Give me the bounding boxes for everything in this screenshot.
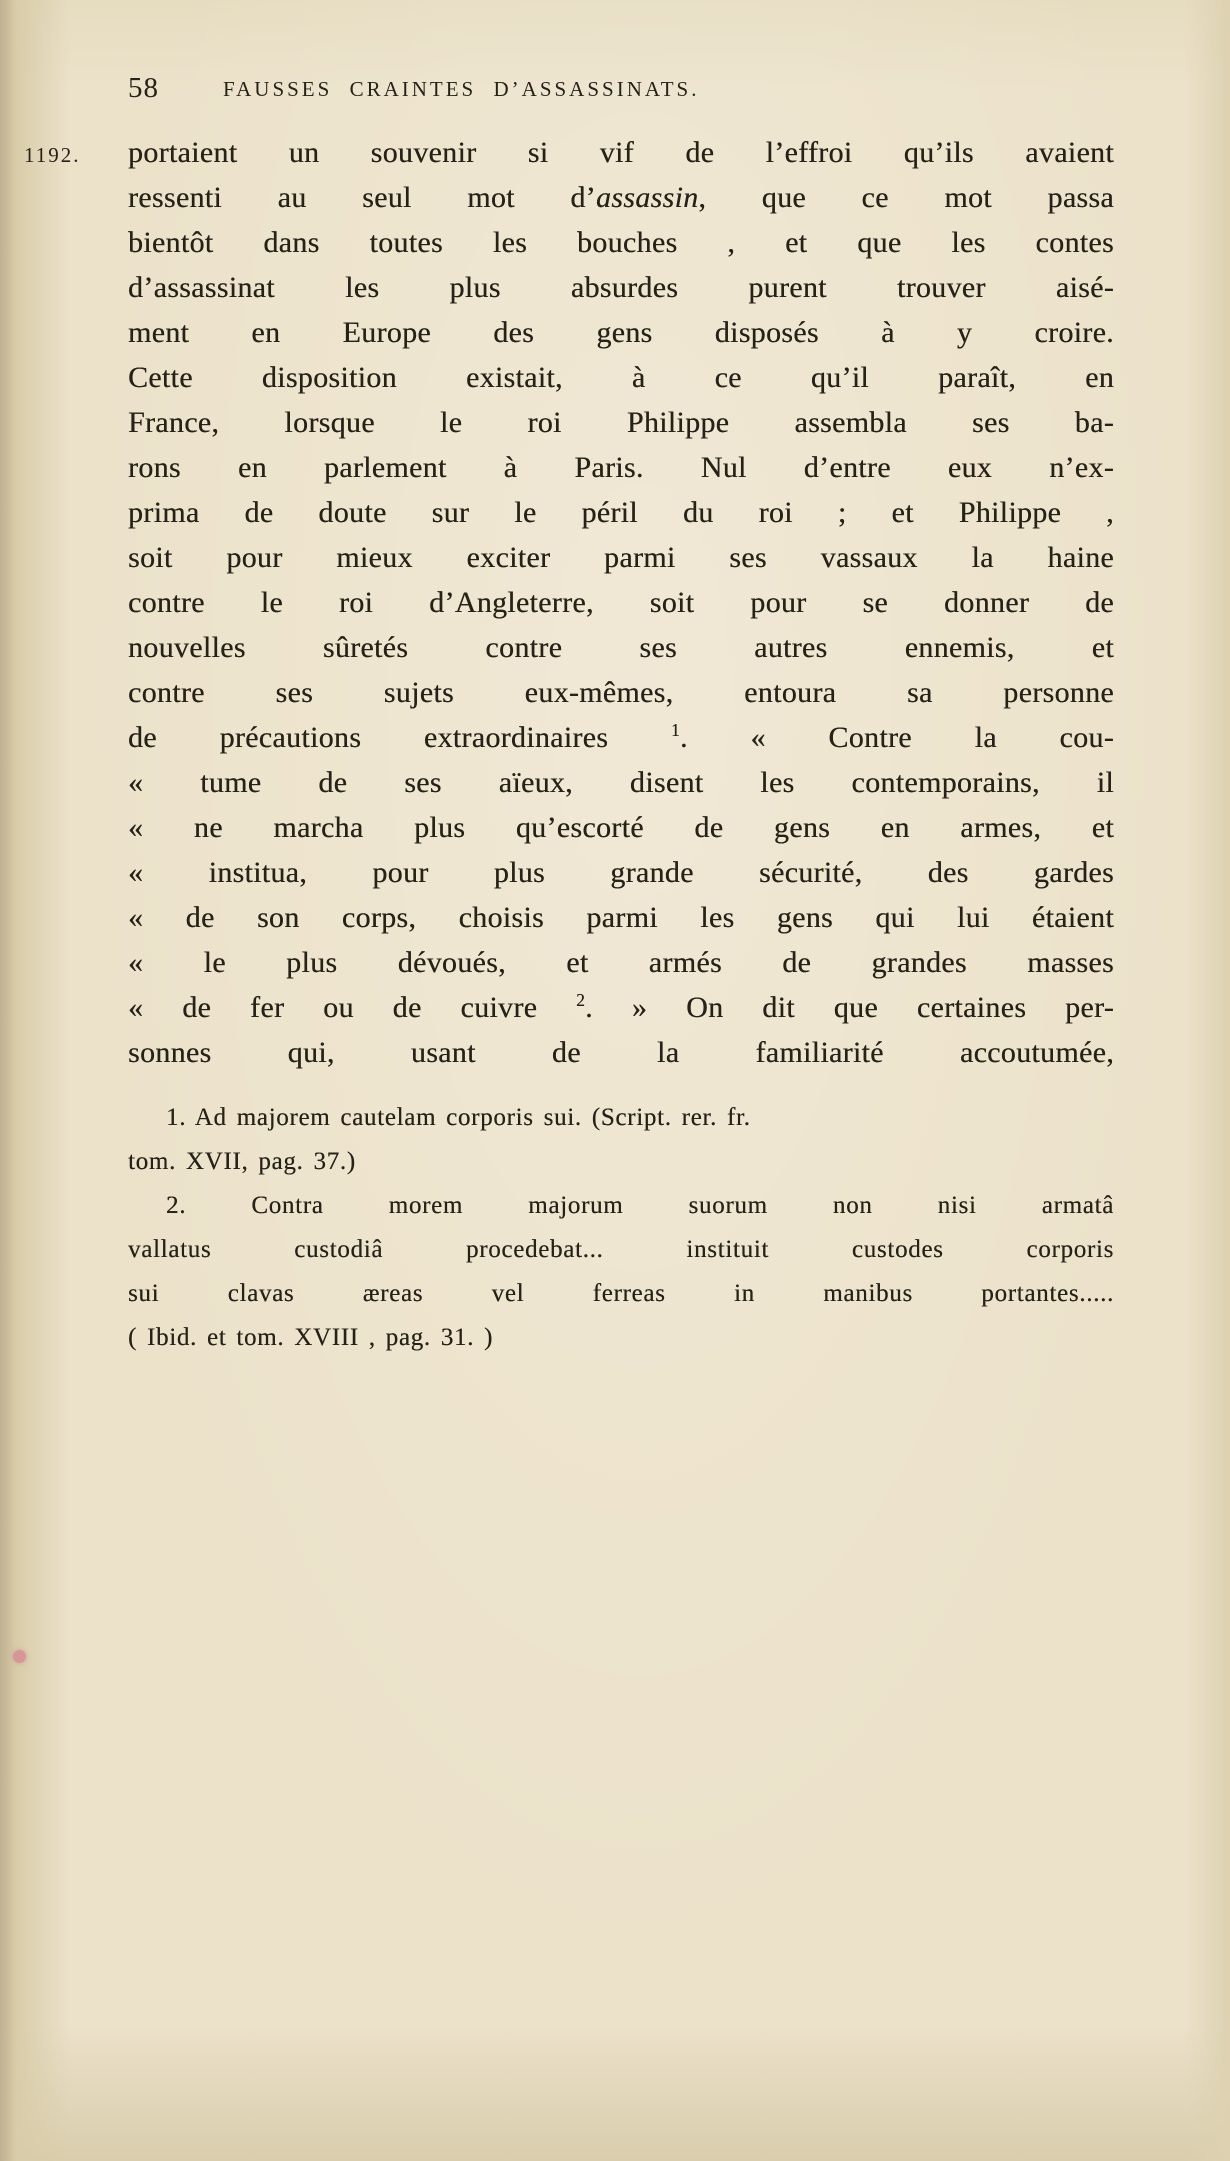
text-segment: « tume de ses aïeux, disent les contemporains, il xyxy=(128,766,1114,799)
text-segment: France, lorsque le roi Philippe assembla ses ba- xyxy=(128,406,1114,439)
running-title: FAUSSES CRAINTES D’ASSASSINATS. xyxy=(223,77,700,101)
text-line xyxy=(128,355,1114,400)
text-line xyxy=(128,985,1114,1030)
text-segment: nouvelles sûretés contre ses autres ennemis, et xyxy=(128,631,1114,664)
text-segment: sonnes qui, usant de la familiarité accoutumée, xyxy=(128,1036,1114,1069)
text-segment: , que ce mot passa xyxy=(698,181,1114,214)
text-segment: rons en parlement à Paris. Nul d’entre eux n’ex- xyxy=(128,451,1114,484)
text-line xyxy=(128,400,1114,445)
text-segment: 2. Contra morem majorum suorum non nisi armatâ xyxy=(166,1192,1114,1219)
margin-year: 1192. xyxy=(24,143,81,167)
text-segment: prima de doute sur le péril du roi ; et Philippe , xyxy=(128,496,1114,529)
text-line xyxy=(128,625,1114,670)
text-segment: contre ses sujets eux-mêmes, entoura sa personne xyxy=(128,676,1114,709)
page-number: 58 xyxy=(128,72,159,104)
text-line xyxy=(128,1140,1114,1184)
text-segment: « institua, pour plus grande sécurité, des gardes xyxy=(128,856,1114,889)
text-segment: contre le roi d’Angleterre, soit pour se donner de xyxy=(128,586,1114,619)
text-line xyxy=(128,1096,1114,1140)
text-segment: . » On dit que certaines per- xyxy=(585,991,1114,1024)
text-line xyxy=(128,265,1114,310)
text-line xyxy=(128,310,1114,355)
text-line xyxy=(128,580,1114,625)
text-segment: « de son corps, choisis parmi les gens qui lui étaient xyxy=(128,901,1114,934)
text-segment: ressenti au seul mot d’ xyxy=(128,181,596,214)
text-segment: d’assassinat les plus absurdes purent trouver aisé- xyxy=(128,271,1114,304)
text-line xyxy=(128,1316,1114,1360)
text-segment: 1. Ad majorem cautelam corporis sui. (Script. rer. fr. xyxy=(166,1104,751,1131)
footnotes xyxy=(128,1096,1114,1360)
text-segment: vallatus custodiâ procedebat... instituit custodes corporis xyxy=(128,1236,1114,1263)
text-segment: soit pour mieux exciter parmi ses vassaux la haine xyxy=(128,541,1114,574)
text-line xyxy=(128,670,1114,715)
text-line xyxy=(128,490,1114,535)
text-segment: assassin xyxy=(595,181,699,214)
text-line xyxy=(128,805,1114,850)
text-segment: ment en Europe des gens disposés à y croire. xyxy=(128,316,1114,349)
text-line xyxy=(128,1184,1114,1228)
text-line xyxy=(128,895,1114,940)
text-line xyxy=(128,535,1114,580)
text-segment: . « Contre la cou- xyxy=(679,721,1115,754)
text-segment: de précautions extraordinaires xyxy=(128,721,671,754)
text-line xyxy=(128,850,1114,895)
text-segment: ( Ibid. et tom. XVIII , pag. 31. ) xyxy=(128,1324,494,1351)
text-segment: tom. XVII, pag. 37.) xyxy=(128,1148,356,1175)
text-segment: « de fer ou de cuivre xyxy=(128,991,577,1024)
text-line xyxy=(128,1030,1114,1075)
text-segment: sui clavas æreas vel ferreas in manibus portantes..... xyxy=(128,1280,1114,1307)
text-line xyxy=(128,715,1114,760)
text-line xyxy=(128,130,1114,175)
text-line xyxy=(128,1272,1114,1316)
text-segment: « le plus dévoués, et armés de grandes masses xyxy=(128,946,1114,979)
text-line xyxy=(128,175,1114,220)
body-text xyxy=(128,130,1114,1075)
text-segment: Cette disposition existait, à ce qu’il paraît, en xyxy=(128,361,1114,394)
text-line xyxy=(128,760,1114,805)
page-header xyxy=(128,72,1118,105)
text-segment: bientôt dans toutes les bouches , et que les contes xyxy=(128,226,1114,259)
text-line xyxy=(128,940,1114,985)
text-segment: portaient un souvenir si vif de l’effroi qu’ils avaient xyxy=(128,136,1114,169)
paper-blemish xyxy=(13,1650,26,1663)
footnote-marker: 1 xyxy=(670,720,680,740)
footnote-marker: 2 xyxy=(576,990,586,1010)
text-segment: « ne marcha plus qu’escorté de gens en armes, et xyxy=(128,811,1114,844)
text-line xyxy=(128,220,1114,265)
text-line xyxy=(128,445,1114,490)
text-line xyxy=(128,1228,1114,1272)
